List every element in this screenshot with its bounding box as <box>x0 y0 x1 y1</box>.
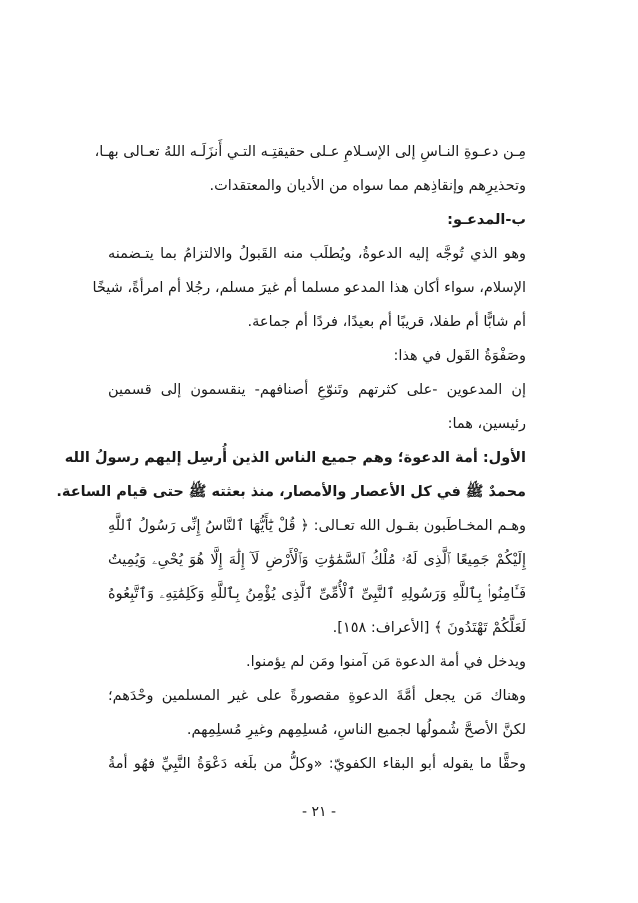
paragraph-line: وحقًّا ما يقوله أبو البقاء الكفويّ: «وكلُّ من بلَغه دَعْوَةُ النَّبِيِّ فهُو أمةُ <box>108 756 526 772</box>
paragraph-line: إن المدعوين -على كثرتهم وتَنوّعِ أصنافهم- ينقسمون إلى قسمين <box>108 382 526 398</box>
paragraph-line: وهناك مَن يجعل أمَّةَ الدعوةِ مقصورةً على غير المسلمين وحْدَهم؛ <box>108 688 526 704</box>
quran-verse-line: إِلَيْكُمْ جَمِيعًا ٱلَّذِى لَهُۥ مُلْكُ ٱلسَّمَٰوَٰتِ وَٱلْأَرْضِ لَآ إِلَٰهَ إِلَّا هُوَ يُحْىِۦ وَيُمِيتُ <box>108 552 526 568</box>
paragraph-line: مِـن دعـوةِ النـاسِ إلى الإسـلامِ عـلى حقيقتِـه التـي أَنزَلَـه اللهُ تعـالى بهـا، <box>94 144 526 160</box>
body-text <box>56 135 526 781</box>
quran-verse-line: وهـم المخـاطَبون بقـول الله تعـالى: ﴿ قُلْ يَٰٓأَيُّهَا ٱلنَّاسُ إِنِّى رَسُولُ ٱللَّهِ <box>108 518 526 534</box>
quran-verse-line: فَـَٔامِنُوا۟ بِٱللَّهِ وَرَسُولِهِ ٱلنَّبِىِّ ٱلْأُمِّىِّ ٱلَّذِى يُؤْمِنُ بِٱللَّهِ وَكَلِمَٰتِهِۦ وَٱتَّبِعُوهُ <box>108 586 526 602</box>
paragraph-line: وتحذيرِهم وإنقاذِهم مما سواه من الأديان والمعتقدات. <box>209 178 526 194</box>
definition-line: محمدٌ ﷺ في كل الأعصار والأمصار، منذ بعثته ﷺ حتى قيام الساعة. <box>56 484 526 500</box>
section-heading: ب-المدعـو: <box>447 212 526 228</box>
paragraph-line: ويدخل في أمة الدعوة مَن آمنوا ومَن لم يؤمنوا. <box>245 654 526 670</box>
paragraph-line: الإسلام، سواء أكان هذا المدعو مسلما أم غيرَ مسلم، رجُلا أم امرأةً، شيخًا <box>92 280 526 296</box>
paragraph-line: وهو الذي تُوجَّه إليه الدعوةُ، ويُطلَب منه القَبولُ والالتزامُ بما يتـضمنه <box>108 246 526 262</box>
definition-line: الأول: أمة الدعوة؛ وهم جميع الناس الذين أُرسِل إليهم رسولُ الله <box>64 450 526 466</box>
quran-verse-line: لَعَلَّكُمْ تَهْتَدُونَ ﴾ [الأعراف: ١٥٨]. <box>332 620 526 636</box>
paragraph-line: رئيسين، هما: <box>447 416 526 432</box>
paragraph-line: لكنَّ الأصحَّ شُمولُها لجميع الناسِ، مُسلِمِهم وغيرِ مُسلِمِهم. <box>186 722 526 738</box>
page-number: - ٢١ - <box>301 804 337 820</box>
paragraph-line: وصَفْوَةُ القَول في هذا: <box>393 348 526 364</box>
paragraph-line: أم شابًّا أم طفلا، قريبًا أم بعيدًا، فردًا أم جماعة. <box>247 314 526 330</box>
